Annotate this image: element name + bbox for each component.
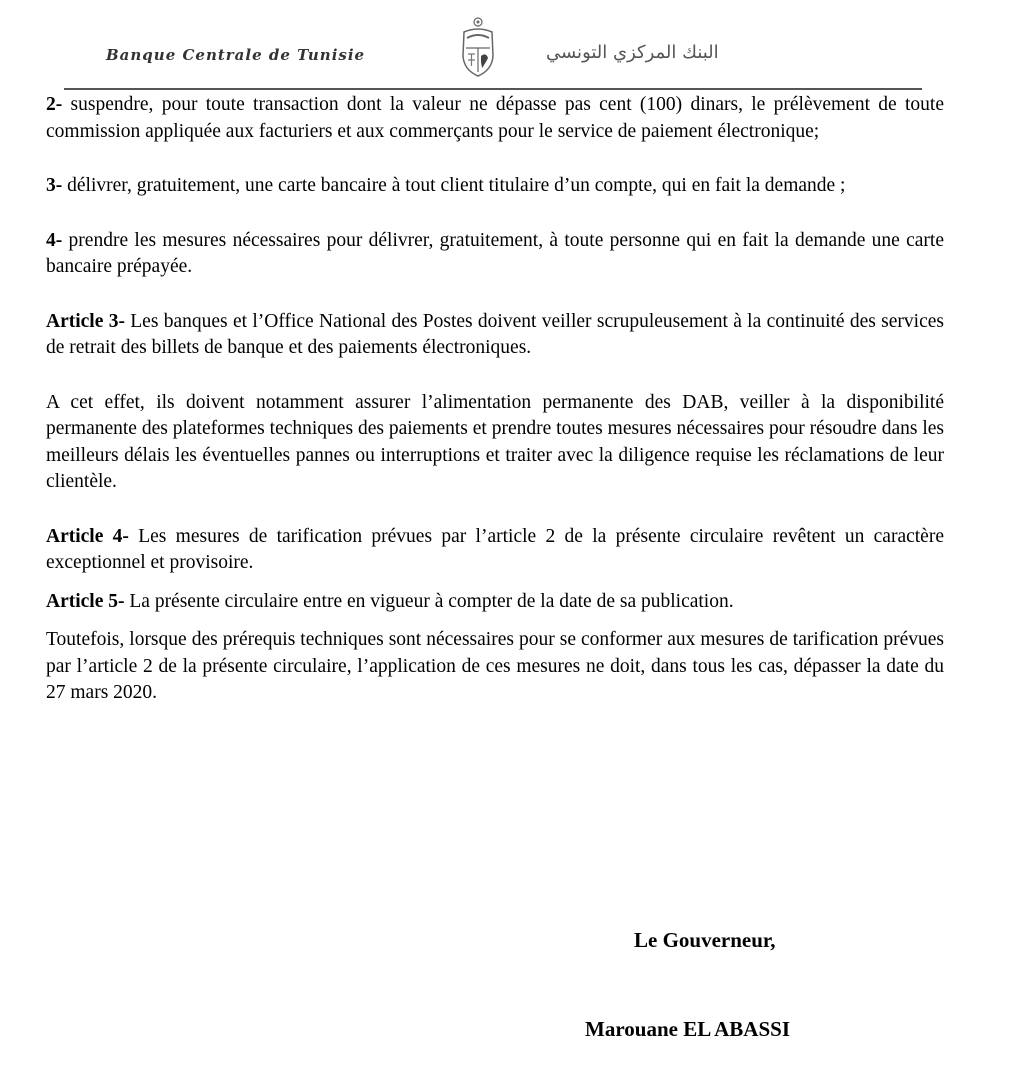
paragraph-article-5-detail — [46, 627, 944, 707]
paragraph-text: prendre les mesures nécessaires pour délivrer, gratuitement, à toute personne qui en fait la demande une carte bancaire prépayée. — [46, 229, 944, 277]
paragraph-lead: 3- — [46, 175, 63, 196]
paragraph-item-4 — [46, 228, 944, 281]
paragraph-article-3 — [46, 309, 944, 362]
paragraph-lead: Article 3- — [46, 310, 125, 332]
paragraph-text: A cet effet, ils doivent notamment assurer l’alimentation permanente des DAB, veiller à la disponibilité permanente des plateformes techniques des paiements et prendre toutes mesures nécessaires pour résoudre dans les meilleurs délais les éventuelles pannes ou interruptions et traiter avec la diligence requise les réclamations de leur clientèle. — [46, 391, 944, 492]
document-body — [46, 92, 944, 707]
institution-name-ar: البنك المركزي التونسي — [546, 42, 719, 63]
paragraph-lead: 4- — [46, 229, 63, 251]
paragraph-lead: Article 5- — [46, 590, 125, 612]
paragraph-lead: 2- — [46, 94, 63, 115]
paragraph-article-3-detail — [46, 390, 944, 496]
paragraph-text: Les mesures de tarification prévues par l’article 2 de la présente circulaire revêtent un caractère exceptionnel et provisoire. — [46, 525, 944, 573]
signatory-name: Marouane EL ABASSI — [585, 1017, 791, 1041]
paragraph-text: Les banques et l’Office National des Postes doivent veiller scrupuleusement à la continuité des services de retrait des billets de banque et des paiements électroniques. — [46, 310, 944, 358]
letterhead — [60, 10, 940, 90]
paragraph-text: La présente circulaire entre en vigueur à compter de la date de sa publication. — [124, 590, 734, 612]
paragraph-article-4 — [46, 524, 944, 577]
paragraph-article-5 — [46, 589, 944, 616]
paragraph-item-2 — [46, 92, 944, 145]
paragraph-item-3 — [46, 173, 944, 200]
paragraph-lead: Article 4- — [46, 525, 129, 547]
paragraph-text: Toutefois, lorsque des prérequis techniques sont nécessaires pour se conformer aux mesures de tarification prévues par l’article 2 de la présente circulaire, l’application de ces mesures ne doit, dans tous les cas, dépasser la date du 27 mars 2020. — [46, 629, 944, 703]
institution-name-fr: Banque Centrale de Tunisie — [106, 46, 366, 64]
letterhead-divider — [64, 88, 922, 90]
coat-of-arms-icon — [458, 16, 498, 78]
paragraph-text: délivrer, gratuitement, une carte bancaire à tout client titulaire d’un compte, qui en fait la demande ; — [62, 175, 846, 196]
signatory-title: Le Gouverneur, — [634, 928, 776, 952]
paragraph-text: suspendre, pour toute transaction dont la valeur ne dépasse pas cent (100) dinars, le prélèvement de toute commission appliquée aux facturiers et aux commerçants pour le service de paiement électronique; — [46, 94, 944, 142]
